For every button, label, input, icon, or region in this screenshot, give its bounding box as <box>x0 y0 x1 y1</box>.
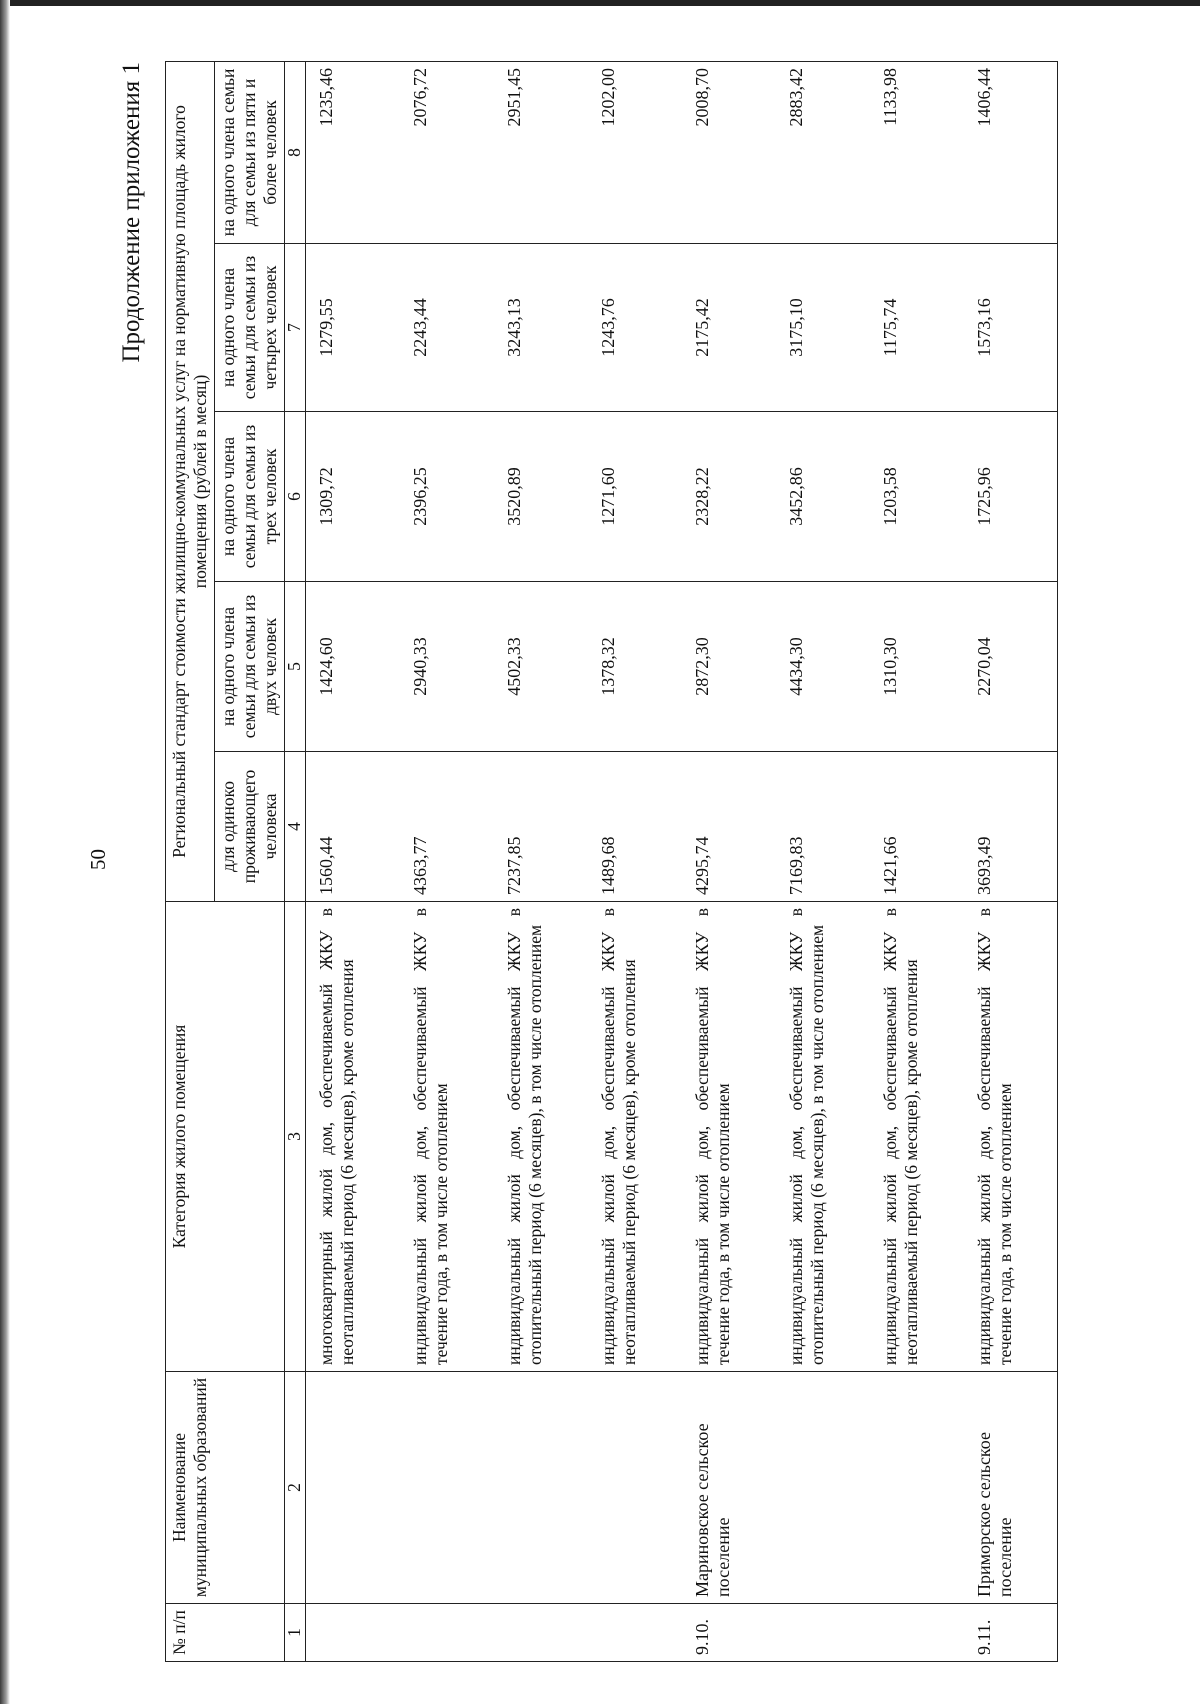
value-two: 1310,30 <box>870 582 964 752</box>
row-municipality: Мариновское сельское поселение <box>682 1372 776 1604</box>
value-single: 7169,83 <box>776 752 870 902</box>
value-two: 2270,04 <box>964 582 1058 752</box>
row-category: индивидуальный жилой дом, обеспечиваемый ЖКУ в отопительный период (6 месяцев), в том числе отоплением <box>494 902 588 1372</box>
value-three: 1203,58 <box>870 412 964 582</box>
header-sub-five: на одного члена семьи для семьи из пяти и более человек <box>215 61 285 243</box>
value-single: 1489,68 <box>588 752 682 902</box>
value-four: 2243,44 <box>400 244 494 412</box>
row-municipality <box>400 1372 494 1604</box>
row-number: 9.10. <box>682 1604 776 1662</box>
header-row-1 <box>166 61 215 1661</box>
row-municipality <box>776 1372 870 1604</box>
value-single: 1560,44 <box>306 752 400 902</box>
table-row <box>870 61 964 1661</box>
header-sub-four: на одного члена семьи для семьи из четырех человек <box>215 244 285 412</box>
table-row <box>682 61 776 1661</box>
header-col-standard: Региональный стандарт стоимости жилищно-коммунальных услуг на нормативную площадь жилого помещения (рублей в месяц) <box>166 61 215 901</box>
row-number <box>400 1604 494 1662</box>
row-category: индивидуальный жилой дом, обеспечиваемый ЖКУ в течение года, в том числе отоплением <box>964 902 1058 1372</box>
page-number: 50 <box>86 849 110 870</box>
row-municipality <box>870 1372 964 1604</box>
row-municipality <box>494 1372 588 1604</box>
value-single: 3693,49 <box>964 752 1058 902</box>
column-number: 3 <box>285 902 306 1372</box>
value-five: 2951,45 <box>494 61 588 243</box>
row-municipality <box>588 1372 682 1604</box>
table-row <box>588 61 682 1661</box>
housing-cost-standard-table <box>165 61 1058 1662</box>
value-five: 2008,70 <box>682 61 776 243</box>
value-five: 2076,72 <box>400 61 494 243</box>
row-number <box>776 1604 870 1662</box>
column-number: 4 <box>285 752 306 902</box>
row-number: 9.11. <box>964 1604 1058 1662</box>
row-number <box>870 1604 964 1662</box>
value-two: 4502,33 <box>494 582 588 752</box>
row-category: многоквартирный жилой дом, обеспечиваемый ЖКУ в неотапливаемый период (6 месяцев), кроме отопления <box>306 902 400 1372</box>
table-row <box>306 61 400 1661</box>
value-three: 3452,86 <box>776 412 870 582</box>
column-number: 8 <box>285 61 306 243</box>
header-sub-single: для одиноко проживающего человека <box>215 752 285 902</box>
column-number: 7 <box>285 244 306 412</box>
table-row <box>400 61 494 1661</box>
value-five: 1202,00 <box>588 61 682 243</box>
table-row <box>494 61 588 1661</box>
value-four: 1175,74 <box>870 244 964 412</box>
header-col-number: № п/п <box>166 1604 285 1662</box>
row-category: индивидуальный жилой дом, обеспечиваемый ЖКУ в неотапливаемый период (6 месяцев), кроме отопления <box>870 902 964 1372</box>
value-five: 1406,44 <box>964 61 1058 243</box>
value-five: 1133,98 <box>870 61 964 243</box>
value-four: 1243,76 <box>588 244 682 412</box>
value-four: 2175,42 <box>682 244 776 412</box>
value-three: 2328,22 <box>682 412 776 582</box>
continuation-label: Продолжение приложения 1 <box>118 62 145 363</box>
table-row <box>776 61 870 1661</box>
value-single: 4295,74 <box>682 752 776 902</box>
value-four: 1279,55 <box>306 244 400 412</box>
value-three: 1725,96 <box>964 412 1058 582</box>
row-category: индивидуальный жилой дом, обеспечиваемый ЖКУ в течение года, в том числе отоплением <box>682 902 776 1372</box>
value-two: 2940,33 <box>400 582 494 752</box>
value-single: 1421,66 <box>870 752 964 902</box>
header-sub-two: на одного члена семьи для семьи из двух человек <box>215 582 285 752</box>
value-three: 3520,89 <box>494 412 588 582</box>
value-four: 3243,13 <box>494 244 588 412</box>
row-number <box>306 1604 400 1662</box>
value-four: 3175,10 <box>776 244 870 412</box>
header-col-category: Категория жилого помещения <box>166 902 285 1372</box>
value-single: 7237,85 <box>494 752 588 902</box>
value-five: 2883,42 <box>776 61 870 243</box>
value-single: 4363,77 <box>400 752 494 902</box>
row-number <box>588 1604 682 1662</box>
column-number: 5 <box>285 582 306 752</box>
value-five: 1235,46 <box>306 61 400 243</box>
column-number: 6 <box>285 412 306 582</box>
column-number: 1 <box>285 1604 306 1662</box>
row-municipality <box>306 1372 400 1604</box>
value-two: 1378,32 <box>588 582 682 752</box>
value-two: 2872,30 <box>682 582 776 752</box>
header-column-numbers <box>285 61 306 1661</box>
header-col-municipality: Наименование муниципальных образований <box>166 1372 285 1604</box>
value-three: 2396,25 <box>400 412 494 582</box>
row-category: индивидуальный жилой дом, обеспечиваемый ЖКУ в течение года, в том числе отоплением <box>400 902 494 1372</box>
column-number: 2 <box>285 1372 306 1604</box>
row-municipality: Приморское сельское поселение <box>964 1372 1058 1604</box>
row-number <box>494 1604 588 1662</box>
value-three: 1271,60 <box>588 412 682 582</box>
value-two: 4434,30 <box>776 582 870 752</box>
header-sub-three: на одного члена семьи для семьи из трех человек <box>215 412 285 582</box>
value-three: 1309,72 <box>306 412 400 582</box>
row-category: индивидуальный жилой дом, обеспечиваемый ЖКУ в неотапливаемый период (6 месяцев), кроме отопления <box>588 902 682 1372</box>
value-two: 1424,60 <box>306 582 400 752</box>
row-category: индивидуальный жилой дом, обеспечиваемый ЖКУ в отопительный период (6 месяцев), в том числе отоплением <box>776 902 870 1372</box>
table-row <box>964 61 1058 1661</box>
value-four: 1573,16 <box>964 244 1058 412</box>
